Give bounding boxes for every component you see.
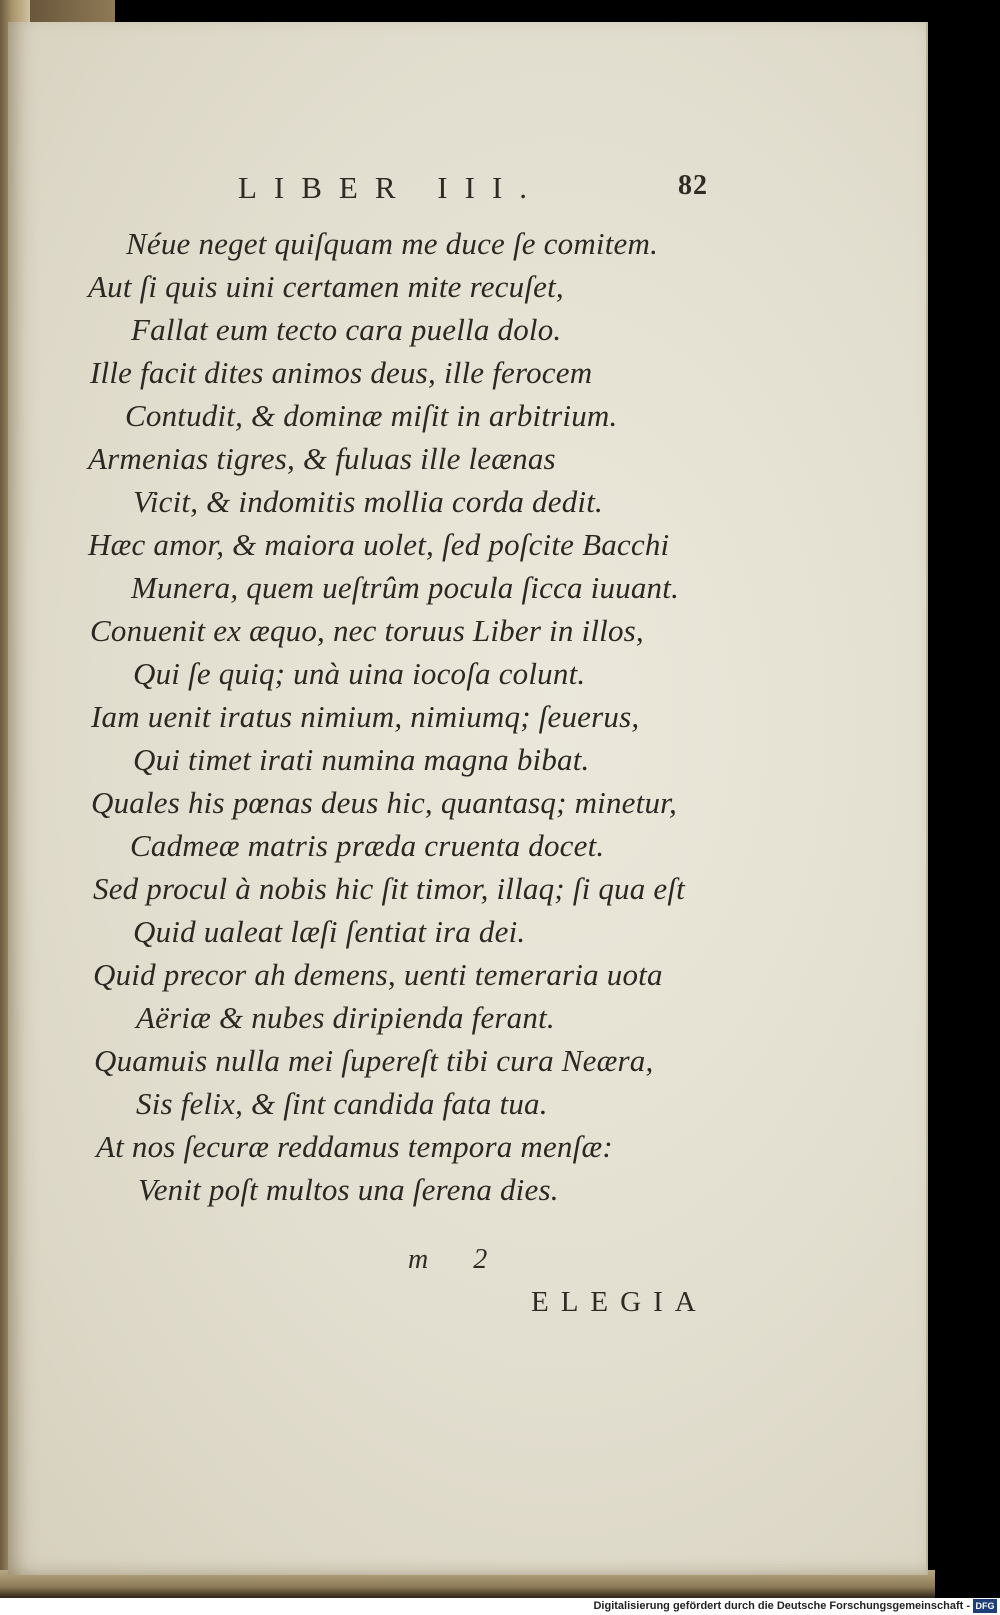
running-title: LIBER III. bbox=[238, 170, 545, 205]
signature-mark: m 2 bbox=[408, 1244, 488, 1275]
verse-line: Armenias tigres, & fuluas ille leænas bbox=[88, 441, 556, 476]
verse-line: Qui timet irati numina magna bibat. bbox=[133, 742, 590, 777]
verse-line: Fallat eum tecto cara puella dolo. bbox=[131, 312, 562, 347]
dfg-logo: DFG bbox=[973, 1599, 997, 1613]
page-number: 82 bbox=[678, 170, 708, 201]
verse-line: Quamuis nulla mei ſupereſt tibi cura Neæra, bbox=[94, 1043, 654, 1078]
verse-line: Iam uenit iratus nimium, nimiumq; ſeuerus, bbox=[91, 699, 640, 734]
verse-line: At nos ſecuræ reddamus tempora menſæ: bbox=[96, 1129, 613, 1164]
verse-line: Munera, quem ueſtrûm pocula ſicca iuuant. bbox=[131, 570, 680, 605]
verse-line: Aëriæ & nubes diripienda ferant. bbox=[136, 1000, 555, 1035]
running-head bbox=[8, 170, 926, 210]
verse-line: Sed procul à nobis hic ſit timor, illaq; ſi qua eſt bbox=[93, 871, 685, 906]
catchword: ELEGIA bbox=[531, 1286, 708, 1318]
book-page bbox=[8, 22, 928, 1575]
footer-bar bbox=[0, 1598, 1000, 1615]
verse-line: Cadmeæ matris præda cruenta docet. bbox=[130, 828, 605, 863]
verse-line: Venit poſt multos una ſerena dies. bbox=[138, 1172, 559, 1207]
verse-line: Qui ſe quiq; unà uina iocoſa colunt. bbox=[133, 656, 586, 691]
verse-line: Néue neget quiſquam me duce ſe comitem. bbox=[126, 226, 659, 261]
verse-line: Quales his pœnas deus hic, quantasq; minetur, bbox=[91, 785, 677, 820]
verse-line: Contudit, & dominæ miſit in arbitrium. bbox=[125, 398, 618, 433]
verse-line: Vicit, & indomitis mollia corda dedit. bbox=[133, 484, 603, 519]
verse-line: Ille facit dites animos deus, ille ferocem bbox=[90, 355, 593, 390]
verse-line: Quid ualeat læſi ſentiat ira dei. bbox=[133, 914, 526, 949]
verse-line: Hæc amor, & maiora uolet, ſed poſcite Bacchi bbox=[88, 527, 670, 562]
verse-line: Quid precor ah demens, uenti temeraria uota bbox=[93, 957, 663, 992]
verse-line: Aut ſi quis uini certamen mite recuſet, bbox=[88, 269, 564, 304]
verse-line: Conuenit ex æquo, nec toruus Liber in illos, bbox=[90, 613, 644, 648]
verse-line: Sis felix, & ſint candida fata tua. bbox=[136, 1086, 548, 1121]
funding-credit: Digitalisierung gefördert durch die Deutsche Forschungsgemeinschaft - bbox=[593, 1600, 970, 1612]
